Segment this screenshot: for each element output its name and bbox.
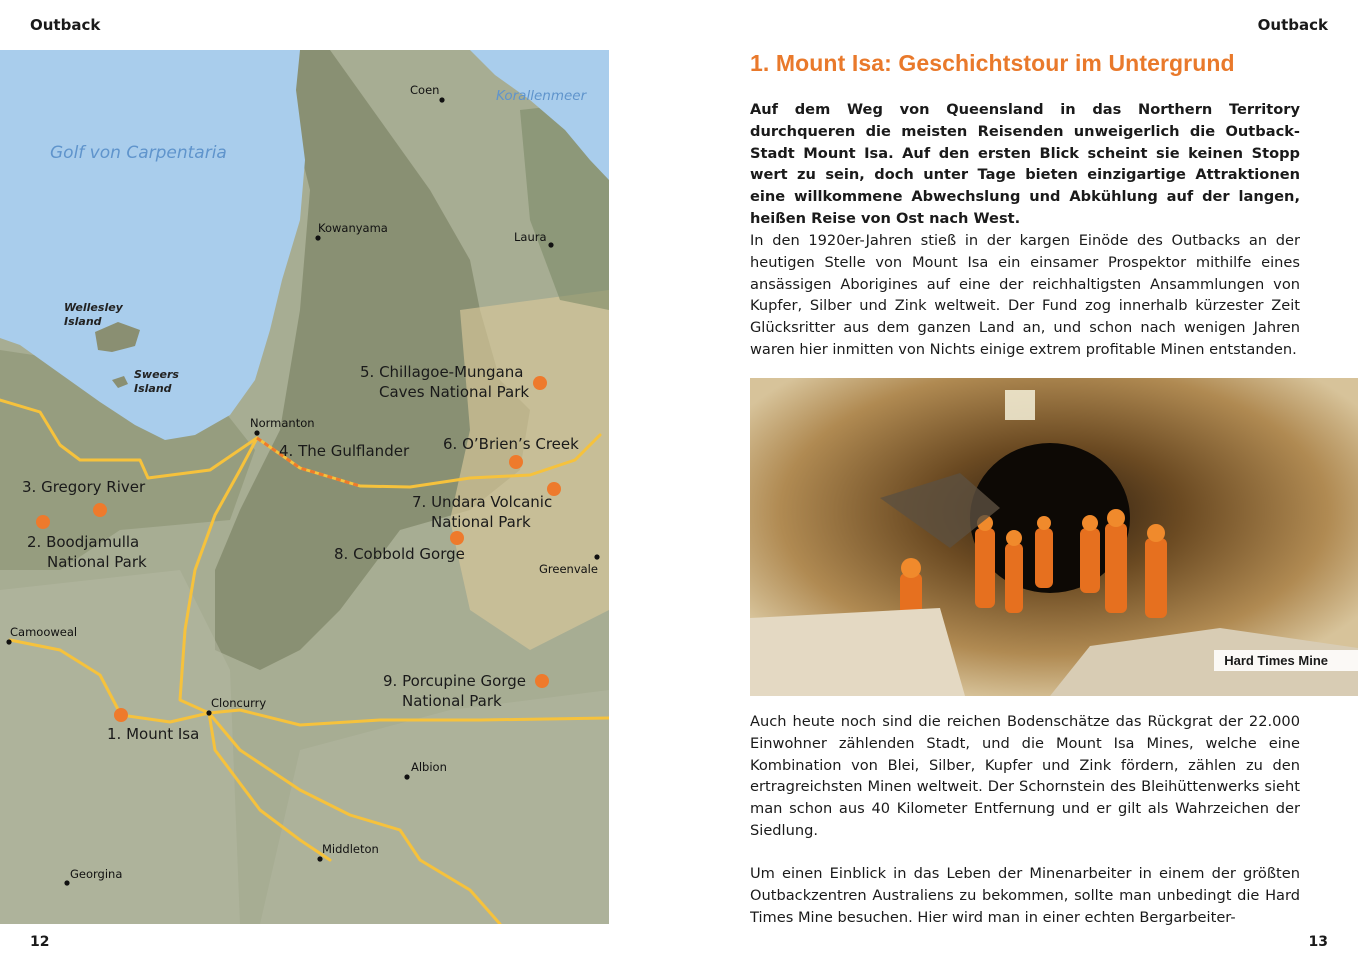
label-sweers-1: Sweers — [134, 368, 179, 381]
article-title: 1. Mount Isa: Geschichtstour im Untergrund — [750, 50, 1235, 76]
town-dot-albion — [404, 774, 409, 779]
label-camooweal: Camooweal — [10, 625, 78, 639]
label-sight-1: 1. Mount Isa — [107, 725, 200, 743]
label-cloncurry: Cloncurry — [211, 696, 267, 710]
town-dot-normanton — [254, 430, 259, 435]
label-sight-5b: Caves National Park — [379, 383, 530, 401]
town-dot-georgina — [64, 880, 69, 885]
tunnel-lamp — [1005, 390, 1035, 420]
marker-chillagoe[interactable] — [533, 376, 547, 390]
town-dot-coen — [439, 97, 444, 102]
label-sight-2b: National Park — [47, 553, 147, 571]
marker-cobbold-gorge[interactable] — [450, 531, 464, 545]
town-dot-greenvale — [594, 554, 599, 559]
mine-photo — [750, 378, 1358, 696]
marker-mount-isa[interactable] — [114, 708, 128, 722]
town-dot-laura — [548, 242, 553, 247]
article-paragraph-1: In den 1920er-Jahren stieß in der kargen Einöde des Outbacks an der heutigen Stelle von Mount Isa ein einsamer Prospektor mithilfe eines ansässigen Aborigines auf eine der reichhaltigsten Ansammlungen von Kupfer, Silber und Zink weltweit. Der Fund zog innerhalb kürzester Zeit Glücksritter aus dem ganzen Land an, und schon nach wenigen Jahren waren hier inmitten von Nichts einige extrem profitable Minen entstanden. — [750, 232, 1300, 358]
running-header-left: Outback — [30, 16, 101, 34]
running-header-right: Outback — [1257, 16, 1328, 34]
label-sight-3: 3. Gregory River — [22, 478, 146, 496]
label-sight-9b: National Park — [402, 692, 502, 710]
label-coral-sea: Korallenmeer — [496, 88, 587, 104]
label-sight-9a: 9. Porcupine Gorge — [383, 672, 527, 690]
label-wellesley-2: Island — [64, 315, 102, 328]
outback-map — [0, 50, 609, 924]
article-lead: Auf dem Weg von Queensland in das Northern Territory durchqueren die meisten Reisenden unweigerlich die Outback-Stadt Mount Isa. Auf den ersten Blick scheint sie keinen Stopp wert zu sein, doch unter Tage bieten einzigartige Attraktionen eine willkommene Abwechslung und Abkühlung auf der langen, heißen Reise von Ost nach West. — [750, 101, 1300, 227]
label-albion: Albion — [411, 760, 447, 774]
marker-porcupine-gorge[interactable] — [535, 674, 549, 688]
photo-caption: Hard Times Mine — [1214, 650, 1358, 671]
label-sweers-2: Island — [134, 382, 172, 395]
label-greenvale: Greenvale — [539, 562, 598, 576]
label-coen: Coen — [410, 83, 440, 97]
article-paragraph-2: Auch heute noch sind die reichen Bodenschätze das Rückgrat der 22.000 Einwohner zählenden Stadt, und die Mount Isa Mines, welche eine Kombination von Blei, Silber, Kupfer und Zink fördern, zählen zu den ertragreichsten Minen weltweit. Der Schornstein des Bleihüttenwerks sieht man schon aus 40 Kilometer Entfernung und er gilt als Wahrzeichen der Siedlung. — [750, 713, 1300, 839]
town-dot-cloncurry — [206, 710, 211, 715]
drill-boom-left — [750, 608, 965, 696]
label-kowanyama: Kowanyama — [318, 221, 388, 235]
label-laura: Laura — [514, 230, 547, 244]
label-sight-6: 6. O’Brien’s Creek — [443, 435, 579, 453]
label-wellesley-1: Wellesley — [64, 301, 123, 314]
label-sight-7a: 7. Undara Volcanic — [412, 493, 553, 511]
label-middleton: Middleton — [322, 842, 379, 856]
map-dry-plateau — [450, 290, 609, 650]
marker-gregory-river[interactable] — [93, 503, 107, 517]
label-sight-7b: National Park — [431, 513, 531, 531]
label-sight-4: 4. The Gulflander — [279, 442, 410, 460]
label-georgina: Georgina — [70, 867, 123, 881]
label-sight-8: 8. Cobbold Gorge — [334, 545, 465, 563]
page-number-right: 13 — [1308, 934, 1328, 950]
marker-obriens-creek[interactable] — [509, 455, 523, 469]
article-paragraph-3: Um einen Einblick in das Leben der Minenarbeiter in einem der größten Outbackzentren Australiens zu bekommen, sollte man unbedingt die Hard Times Mine besuchen. Hier wird man in einer echten Bergarbeiter- — [750, 865, 1300, 926]
label-gulf: Golf von Carpentaria — [50, 143, 227, 163]
page-number-left: 12 — [30, 934, 50, 950]
label-sight-5a: 5. Chillagoe-Mungana — [360, 363, 524, 381]
label-normanton: Normanton — [250, 416, 315, 430]
marker-boodjamulla[interactable] — [36, 515, 50, 529]
label-sight-2a: 2. Boodjamulla — [27, 533, 140, 551]
town-dot-camooweal — [6, 639, 11, 644]
town-dot-kowanyama — [315, 235, 320, 240]
town-dot-middleton — [317, 856, 322, 861]
